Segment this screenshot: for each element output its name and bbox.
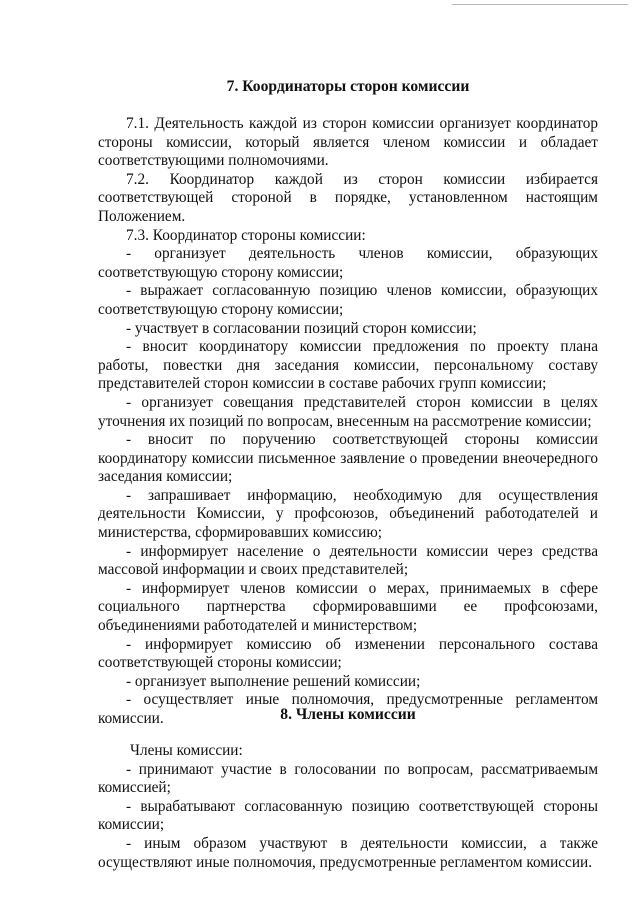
list-item: - выражает согласованную позицию членов комиссии, образующих соответствующую сторону комиссии;: [98, 282, 598, 318]
section-7-body: [98, 115, 598, 729]
list-item: - организует выполнение решений комиссии;: [126, 672, 421, 690]
list-item: - иным образом участвуют в деятельности комиссии, а также осуществляют иные полномочия, предусмотренные регламентом комиссии.: [98, 834, 598, 871]
paragraph-7-3: 7.3. Координатор стороны комиссии:: [126, 226, 366, 244]
list-item: - информирует комиссию об изменении персонального состава соответствующей стороны комиссии;: [98, 635, 598, 672]
paragraph-8-intro: Члены комиссии:: [130, 742, 243, 759]
list-item: - вносит координатору комиссии предложения по проекту плана работы, повестки дня заседания комиссии, персональному составу представителей сторон комиссии в составе рабочих групп комиссии;: [98, 338, 598, 393]
section-8-heading: 8. Члены комиссии: [280, 706, 416, 723]
list-item: - организует совещания представителей сторон комиссии в целях уточнения их позиций по вопросам, внесенным на рассмотрение комиссии;: [98, 393, 598, 430]
list-item: - информирует население о деятельности комиссии через средства массовой информации и своих представителей;: [98, 542, 598, 579]
section-8-body: [98, 742, 598, 872]
list-item: - принимают участие в голосовании по вопросам, рассматриваемым комиссией;: [98, 760, 598, 797]
section-7-heading: 7. Координаторы сторон комиссии: [226, 78, 470, 95]
scan-edge-line: [452, 4, 628, 5]
list-item: - вырабатывают согласованную позицию соответствующей стороны комиссии;: [98, 797, 598, 834]
list-item: - организует деятельность членов комиссии, образующих соответствующую сторону комиссии;: [98, 245, 598, 281]
paragraph-7-2: 7.2. Координатор каждой из сторон комиссии избирается соответствующей стороной в порядке, установленном настоящим Положением.: [98, 170, 598, 225]
paragraph-7-1: 7.1. Деятельность каждой из сторон комиссии организует координатор стороны комиссии, который является членом комиссии и обладает соответствующими полномочиями.: [98, 115, 598, 170]
list-item: - участвует в согласовании позиций сторон комиссии;: [126, 319, 477, 337]
list-item: - осуществляет иные полномочия, предусмотренные регламентом комиссии.: [98, 691, 598, 727]
list-item: - вносит по поручению соответствующей стороны комиссии координатору комиссии письменное заявление о проведении внеочередного заседания комиссии;: [98, 431, 598, 486]
list-item: - информирует членов комиссии о мерах, принимаемых в сфере социального партнерства сформировавшими ее профсоюзами, объединениями работодателей и министерством;: [98, 579, 598, 635]
list-item: - запрашивает информацию, необходимую для осуществления деятельности Комиссии, у профсоюзов, объединений работодателей и министерства, сформировавших комиссию;: [98, 486, 598, 542]
